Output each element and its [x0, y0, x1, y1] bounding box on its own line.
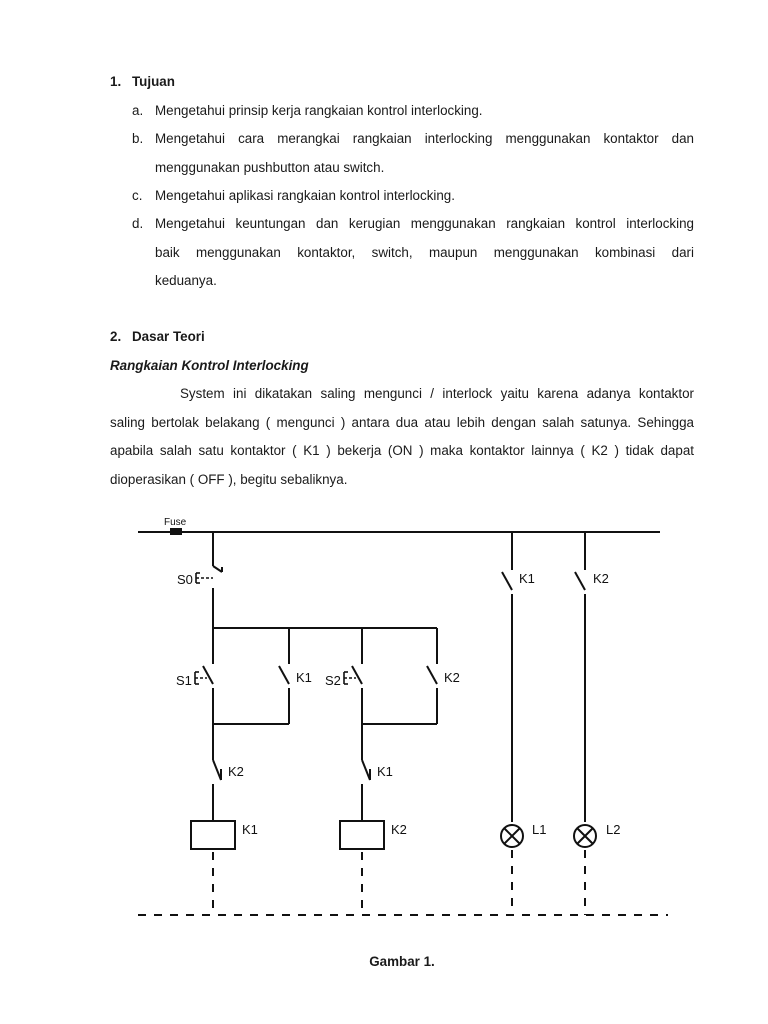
k2-hold-label: K2 [444, 670, 460, 685]
list-item-d-line-1: Mengetahui keuntungan dan kerugian menggunakan rangkaian kontrol interlocking [155, 216, 694, 231]
list-marker-c: c. [132, 188, 143, 203]
lamp-l2-label: L2 [606, 822, 621, 837]
list-item-d-line-3: keduanya. [155, 273, 217, 288]
list-marker-a: a. [132, 103, 144, 118]
lamp-l1-label: L1 [532, 822, 547, 837]
list-marker-d: d. [132, 216, 144, 231]
paragraph-line-4: dioperasikan ( OFF ), begitu sebaliknya. [110, 472, 348, 487]
paragraph-line-3: apabila salah satu kontaktor ( K1 ) bekerja (ON ) maka kontaktor lainnya ( K2 ) tidak dapat [110, 443, 694, 458]
list-marker-b: b. [132, 131, 144, 146]
section-1-number: 1. [110, 74, 122, 89]
fuse-label: Fuse [164, 517, 187, 528]
k1-hold-label: K1 [296, 670, 312, 685]
coil-k2-label: K2 [391, 822, 407, 837]
section-2-title: Dasar Teori [132, 329, 205, 344]
list-item-c-line-1: Mengetahui aplikasi rangkaian kontrol interlocking. [155, 188, 455, 203]
fuse-symbol [170, 528, 182, 535]
section-1-title: Tujuan [132, 74, 175, 89]
paragraph-line-1: System ini dikatakan saling mengunci / interlock yaitu karena adanya kontaktor [180, 386, 694, 401]
coil-k1-label: K1 [242, 822, 258, 837]
k2-interlock-label: K2 [228, 764, 244, 779]
list-item-b-line-1: Mengetahui cara merangkai rangkaian interlocking menggunakan kontaktor dan [155, 131, 694, 146]
section-2-number: 2. [110, 329, 122, 344]
contact-k2-label: K2 [593, 571, 609, 586]
list-item-d-line-2: baik menggunakan kontaktor, switch, maupun menggunakan kombinasi dari [155, 245, 694, 260]
s2-label: S2 [325, 673, 341, 688]
s0-label: S0 [177, 572, 193, 587]
section-2-subtitle: Rangkaian Kontrol Interlocking [110, 358, 309, 373]
k1-interlock-label: K1 [377, 764, 393, 779]
s1-label: S1 [176, 673, 192, 688]
contact-k1-label: K1 [519, 571, 535, 586]
list-item-b-line-2: menggunakan pushbutton atau switch. [155, 160, 385, 175]
list-item-a-line-1: Mengetahui prinsip kerja rangkaian kontrol interlocking. [155, 103, 483, 118]
figure-caption: Gambar 1. [369, 954, 435, 969]
paragraph-line-2: saling bertolak belakang ( mengunci ) antara dua atau lebih dengan salah satunya. Sehingga [110, 415, 694, 430]
